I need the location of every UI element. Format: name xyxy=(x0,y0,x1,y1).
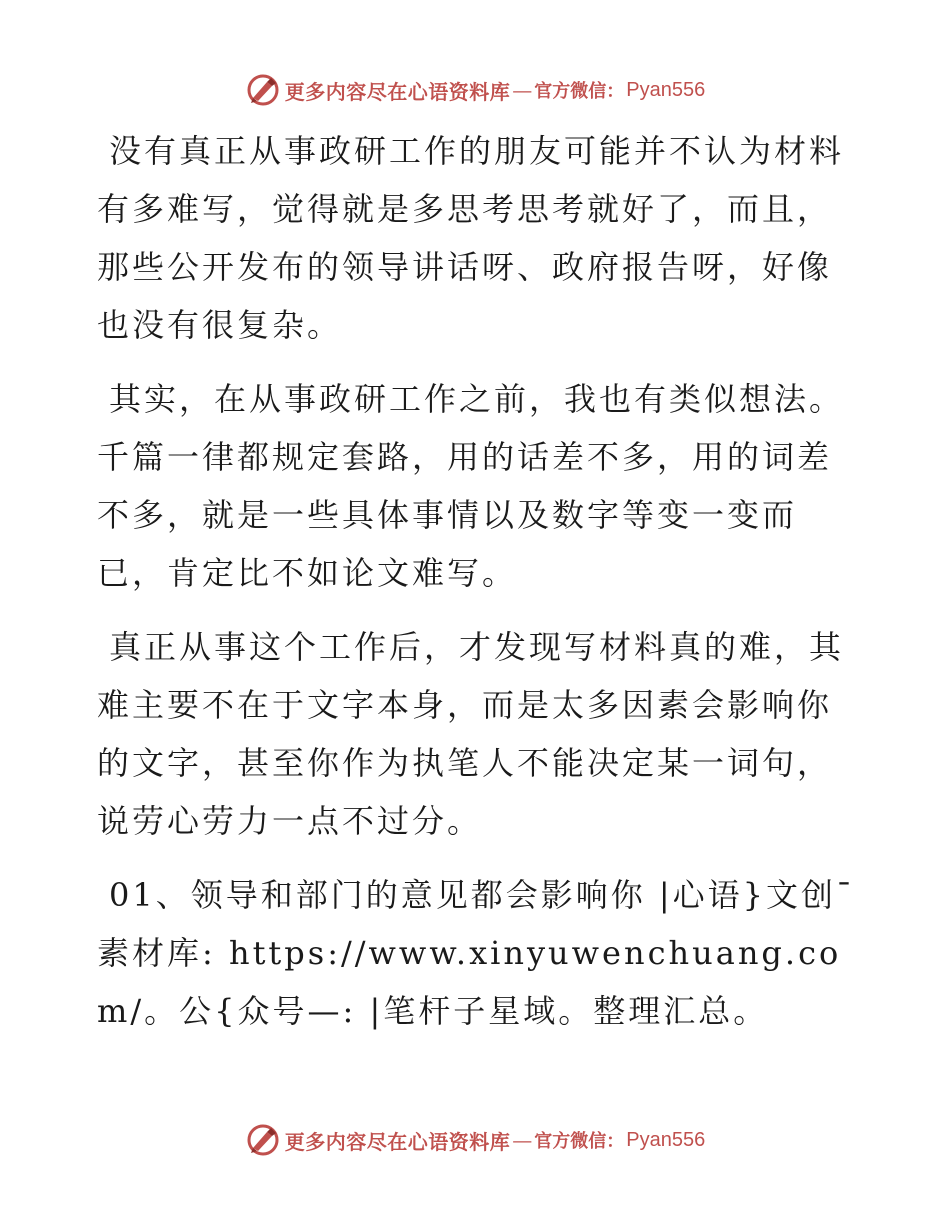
header-wechat-label: 官方微信： xyxy=(534,81,625,102)
header-promo-text: 更多内容尽在心语资料库 xyxy=(284,79,511,104)
footer-promo-text: 更多内容尽在心语资料库 xyxy=(284,1129,511,1154)
pen-logo-icon xyxy=(245,1122,281,1158)
paragraph-3: 真正从事这个工作后，才发现写材料真的难，其难主要不在于文字本身，而是太多因素会影响你的文字，甚至你作为执笔人不能决定某一词句，说劳心劳力一点不过分。 xyxy=(97,628,845,840)
document-body xyxy=(97,122,857,1040)
footer-separator: — xyxy=(512,1128,533,1152)
header-wechat-id: Pyan556 xyxy=(626,78,706,101)
paragraph-4: 01、领导和部门的意见都会影响你 |心语}文创¯素材库: https://www.xinyuwenchuang.com/。公{众号—: |笔杆子星域。整理汇总。 xyxy=(97,876,856,1030)
paragraph-2: 其实，在从事政研工作之前，我也有类似想法。千篇一律都规定套路，用的话差不多，用的词差不多，就是一些具体事情以及数字等变一变而已，肯定比不如论文难写。 xyxy=(97,380,845,592)
pen-logo-icon xyxy=(245,72,281,108)
header-banner xyxy=(0,70,950,110)
header-separator: — xyxy=(512,78,533,102)
footer-wechat-label: 官方微信： xyxy=(534,1131,625,1152)
footer-wechat-id: Pyan556 xyxy=(626,1128,706,1151)
paragraph-1: 没有真正从事政研工作的朋友可能并不认为材料有多难写，觉得就是多思考思考就好了，而且，那些公开发布的领导讲话呀、政府报告呀，好像也没有很复杂。 xyxy=(97,132,845,344)
footer-banner xyxy=(0,1120,950,1160)
